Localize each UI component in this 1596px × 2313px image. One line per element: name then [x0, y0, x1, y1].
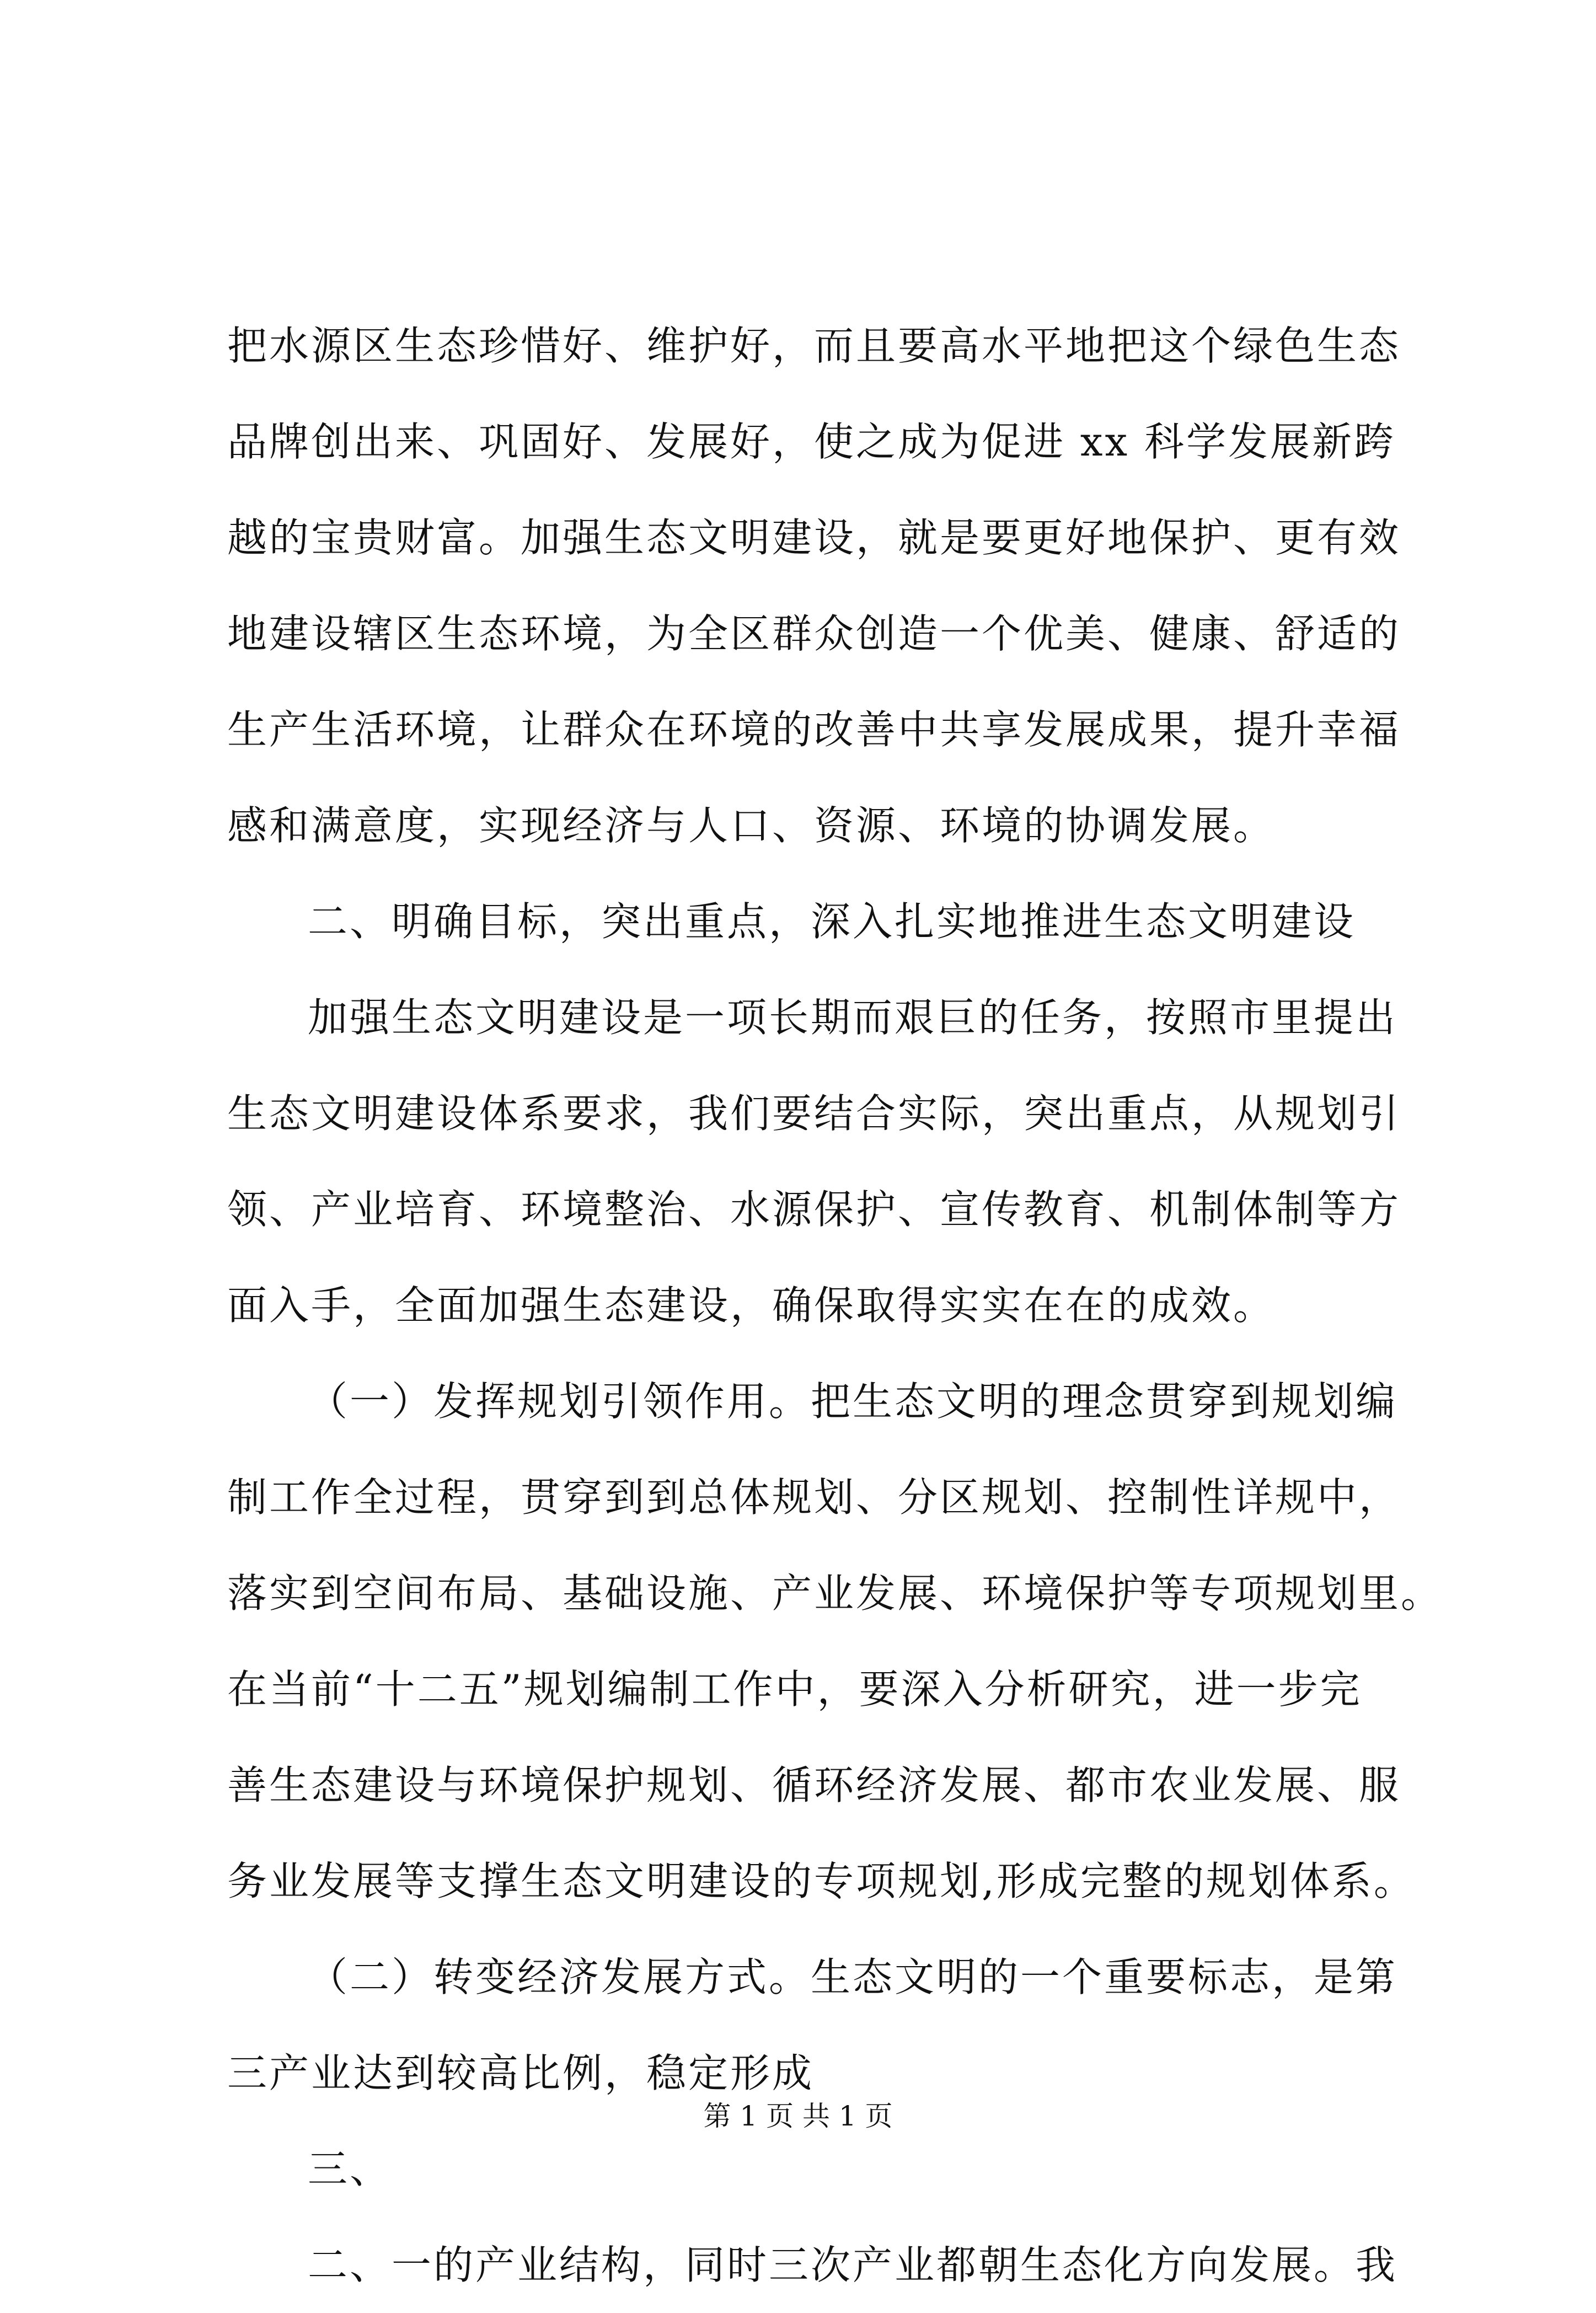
text-line: 三产业达到较高比例，稳定形成 — [227, 2050, 815, 2096]
text-line: （一）发挥规划引领作用。把生态文明的理念贯穿到规划编 — [308, 1378, 1398, 1425]
text-line: 品牌创出来、巩固好、发展好，使之成为促进 xx 科学发展新跨 — [227, 419, 1396, 465]
text-line: （二）转变经济发展方式。生态文明的一个重要标志，是第 — [308, 1954, 1398, 2000]
text-line: 面入手，全面加强生态建设，确保取得实实在在的成效。 — [227, 1282, 1276, 1329]
section-heading: 二、明确目标，突出重点，深入扎实地推进生态文明建设 — [308, 898, 1356, 945]
page-footer — [0, 2097, 1596, 2135]
text-line: 把水源区生态珍惜好、维护好，而且要高水平地把这个绿色生态 — [227, 323, 1401, 369]
text-line: 加强生态文明建设是一项长期而艰巨的任务，按照市里提出 — [308, 994, 1398, 1041]
text-line: 地建设辖区生态环境，为全区群众创造一个优美、健康、舒适的 — [227, 611, 1401, 657]
text-line: 务业发展等支撑生态文明建设的专项规划,形成完整的规划体系。 — [227, 1858, 1416, 1904]
text-line: 越的宝贵财富。加强生态文明建设，就是要更好地保护、更有效 — [227, 515, 1401, 561]
text-line: 感和满意度，实现经济与人口、资源、环境的协调发展。 — [227, 802, 1276, 849]
text-line: 在当前“十二五”规划编制工作中，要深入分析研究，进一步完 — [227, 1666, 1362, 1712]
body-text — [227, 298, 1443, 2313]
text-line: 二、一的产业结构，同时三次产业都朝生态化方向发展。我 — [308, 2242, 1398, 2288]
text-line: 落实到空间布局、基础设施、产业发展、环境保护等专项规划里。 — [227, 1570, 1443, 1616]
text-line: 三、 — [308, 2146, 392, 2192]
text-line: 善生态建设与环境保护规划、循环经济发展、都市农业发展、服 — [227, 1762, 1401, 1808]
text-line: 制工作全过程，贯穿到到总体规划、分区规划、控制性详规中， — [227, 1474, 1401, 1520]
text-line: 生产生活环境，让群众在环境的改善中共享发展成果，提升幸福 — [227, 706, 1401, 753]
text-line: 生态文明建设体系要求，我们要结合实际，突出重点，从规划引 — [227, 1090, 1401, 1137]
page-number-label: 第 1 页 共 1 页 — [703, 2100, 893, 2132]
text-line: 领、产业培育、环境整治、水源保护、宣传教育、机制体制等方 — [227, 1186, 1401, 1233]
